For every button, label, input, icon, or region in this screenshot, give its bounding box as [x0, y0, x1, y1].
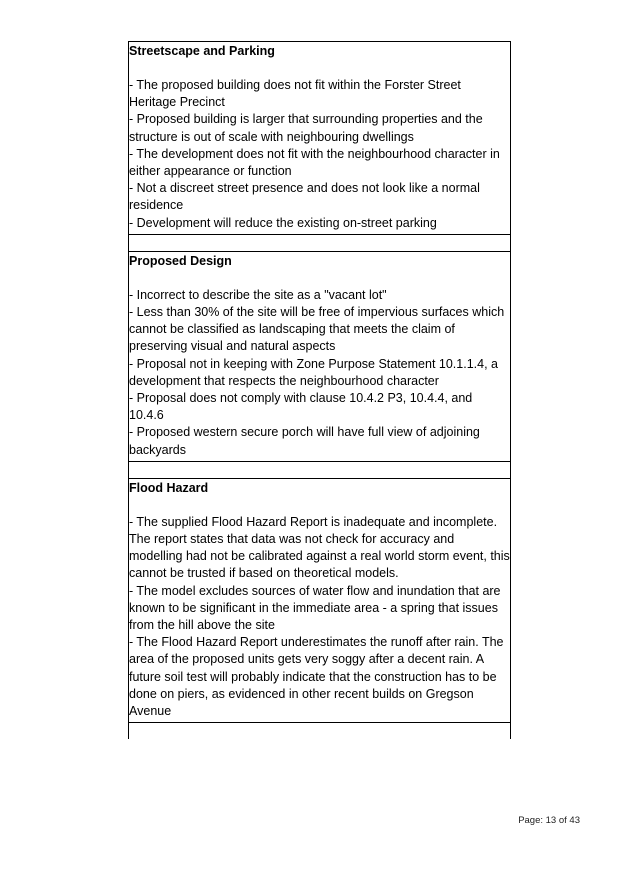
list-item: - Less than 30% of the site will be free of impervious surfaces which cannot be classified as landscaping that meets the claim of preserving visual and natural aspects [129, 305, 505, 354]
list-item: - Proposal not in keeping with Zone Purpose Statement 10.1.1.4, a development that respects the neighbourhood character [129, 356, 498, 388]
section-streetscape-parking [129, 42, 510, 235]
list-item: - Development will reduce the existing on-street parking [129, 215, 437, 230]
table-spacer-row [129, 462, 510, 479]
list-item: - The development does not fit with the neighbourhood character in either appearance or function [129, 146, 500, 179]
list-item: - Not a discreet street presence and does not look like a normal residence [129, 181, 480, 213]
list-item: - Proposed building is larger that surrounding properties and the structure is out of scale with neighbouring dwellings [129, 112, 483, 144]
section-heading: Proposed Design [129, 253, 232, 268]
table-spacer-row [129, 723, 510, 739]
section-heading: Flood Hazard [129, 480, 209, 495]
list-item: - Incorrect to describe the site as a "vacant lot" [129, 287, 387, 302]
list-item: - The proposed building does not fit within the Forster Street Heritage Precinct [129, 78, 461, 110]
section-proposed-design [129, 252, 510, 462]
page-number: Page: 13 of 43 [518, 815, 580, 826]
submission-table [128, 41, 511, 739]
list-item: - Proposed western secure porch will have full view of adjoining backyards [129, 425, 480, 457]
list-item: - The Flood Hazard Report underestimates the runoff after rain. The area of the proposed units gets very soggy after a decent rain. A future soil test will probably indicate that the construction has to be done on piers, as evidenced in other recent builds on Gregson Avenue [129, 635, 504, 719]
table-spacer-row [129, 235, 510, 252]
list-item: - The model excludes sources of water flow and inundation that are known to be significant in the immediate area - a spring that issues from the hill above the site [129, 583, 501, 633]
section-heading: Streetscape and Parking [129, 44, 275, 58]
list-item: - Proposal does not comply with clause 10.4.2 P3, 10.4.4, and 10.4.6 [129, 391, 473, 423]
section-flood-hazard [129, 479, 510, 723]
list-item: - The supplied Flood Hazard Report is inadequate and incomplete. The report states that data was not check for accuracy and modelling had not be calibrated against a real world storm event, this cannot be trusted if based on theoretical models. [129, 514, 510, 581]
